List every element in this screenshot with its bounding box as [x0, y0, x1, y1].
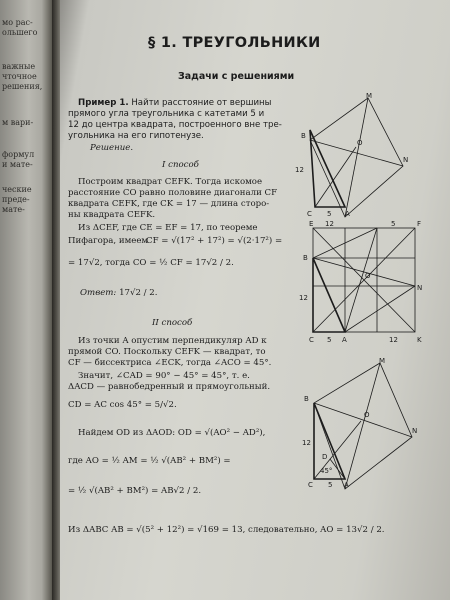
figure-label: O: [365, 272, 371, 280]
figure-label: 5: [327, 336, 332, 344]
left-page-text: и мате-: [2, 160, 33, 169]
left-page-text: мо рас-: [2, 18, 33, 27]
section-title: § 1. ТРЕУГОЛЬНИКИ: [148, 35, 321, 51]
figure-label: D: [322, 453, 328, 461]
figure-label: B: [304, 395, 309, 403]
formula: = ½ √(AB² + BM²) = AB√2 / 2.: [68, 486, 202, 496]
figure-label: M: [379, 357, 386, 365]
figure-label: K: [417, 336, 422, 344]
left-page-text: ольшего: [2, 28, 38, 37]
left-page-edge: [0, 0, 52, 600]
left-page-text: м вари-: [2, 118, 34, 127]
paragraph-line: Из точки A опустим перпендикуляр AD к: [78, 336, 267, 346]
book-spine: [52, 0, 60, 600]
figure-2: [295, 218, 430, 346]
figure-label: C: [308, 481, 313, 489]
figure-label: 12: [302, 439, 311, 447]
formula: = 17√2, тогда CO = ½ CF = 17√2 / 2.: [68, 258, 234, 268]
problem-label: Пример 1.: [78, 98, 129, 108]
left-page-text: важные: [2, 62, 36, 71]
figure-3: [300, 355, 420, 490]
left-page-text: ческие: [2, 185, 32, 194]
left-page-text: формул: [2, 150, 35, 159]
figure-label: 12: [389, 336, 398, 344]
figure-label: O: [364, 411, 370, 419]
answer-label: Ответ:: [80, 288, 117, 298]
formula: CD = AC cos 45° = 5/√2.: [68, 400, 177, 410]
problem-line: 12 до центра квадрата, построенного вне тре-: [68, 120, 282, 130]
book-page: [60, 0, 450, 600]
figure-label: A: [342, 336, 347, 344]
paragraph-line: CF — биссектриса ∠ECK, тогда ∠ACO = 45°.: [68, 358, 272, 368]
figure-label: C: [307, 210, 312, 218]
paragraph-line: Из ΔCEF, где CE = EF = 17, по теореме: [78, 223, 258, 233]
paragraph-line: ны квадрата CEFK.: [68, 210, 156, 220]
figure-label: 12: [295, 166, 304, 174]
figure-label: A: [345, 210, 350, 218]
solution-label: Решение.: [90, 143, 134, 153]
figure-label: M: [366, 92, 373, 100]
figure-1: [293, 90, 413, 220]
section-subtitle: Задачи с решениями: [178, 71, 295, 82]
problem-line: угольника на его гипотенузе.: [68, 131, 204, 141]
paragraph-line: квадрата CEFK, где CK = 17 — длина сторо-: [68, 199, 270, 209]
paragraph-line: Пифагора, имеем: [68, 236, 149, 246]
figure-label: N: [417, 284, 423, 292]
figure-label: B: [301, 132, 306, 140]
problem-line: Найти расстояние от вершины: [131, 98, 272, 108]
left-page-text: преде-: [2, 195, 30, 204]
figure-label: N: [403, 156, 409, 164]
paragraph-line: Построим квадрат CEFK. Тогда искомое: [78, 177, 263, 187]
figure-label: N: [412, 427, 418, 435]
figure-label: F: [417, 220, 422, 228]
paragraph-line: Значит, ∠CAD = 90° − 45° = 45°, т. е.: [78, 371, 250, 381]
figure-label: 5: [391, 220, 396, 228]
figure-label: 5: [328, 481, 333, 489]
formula: Из ΔABC AB = √(5² + 12²) = √169 = 13, следовательно, AO = 13√2 / 2.: [68, 525, 385, 535]
figure-label: 45°: [320, 467, 333, 475]
problem-line: прямого угла треугольника с катетами 5 и: [68, 109, 265, 119]
method-heading: I способ: [162, 160, 199, 170]
paragraph-line: расстояние CO равно половине диагонали CF: [68, 188, 278, 198]
answer-value: 17√2 / 2.: [119, 288, 158, 298]
figure-label: E: [309, 220, 314, 228]
formula: Найдем OD из ΔAOD: OD = √(AO² − AD²),: [78, 428, 266, 438]
formula: где AO = ½ AM = ½ √(AB² + BM²) =: [68, 456, 231, 466]
figure-label: A: [344, 481, 349, 489]
figure-label: C: [309, 336, 314, 344]
paragraph-line: прямой CO. Поскольку CEFK — квадрат, то: [68, 347, 266, 357]
figure-label: 5: [327, 210, 332, 218]
figure-label: 12: [299, 294, 308, 302]
left-page-text: мате-: [2, 205, 25, 214]
paragraph-line: ΔACD — равнобедренный и прямоугольный.: [68, 382, 271, 392]
figure-label: B: [303, 254, 308, 262]
figure-label: O: [357, 139, 363, 147]
left-page-text: решения,: [2, 82, 43, 91]
figure-label: 12: [325, 220, 334, 228]
left-page-text: чточное: [2, 72, 37, 81]
method-heading: II способ: [152, 318, 193, 328]
formula: CF = √(17² + 17²) = √(2·17²) =: [146, 236, 283, 246]
